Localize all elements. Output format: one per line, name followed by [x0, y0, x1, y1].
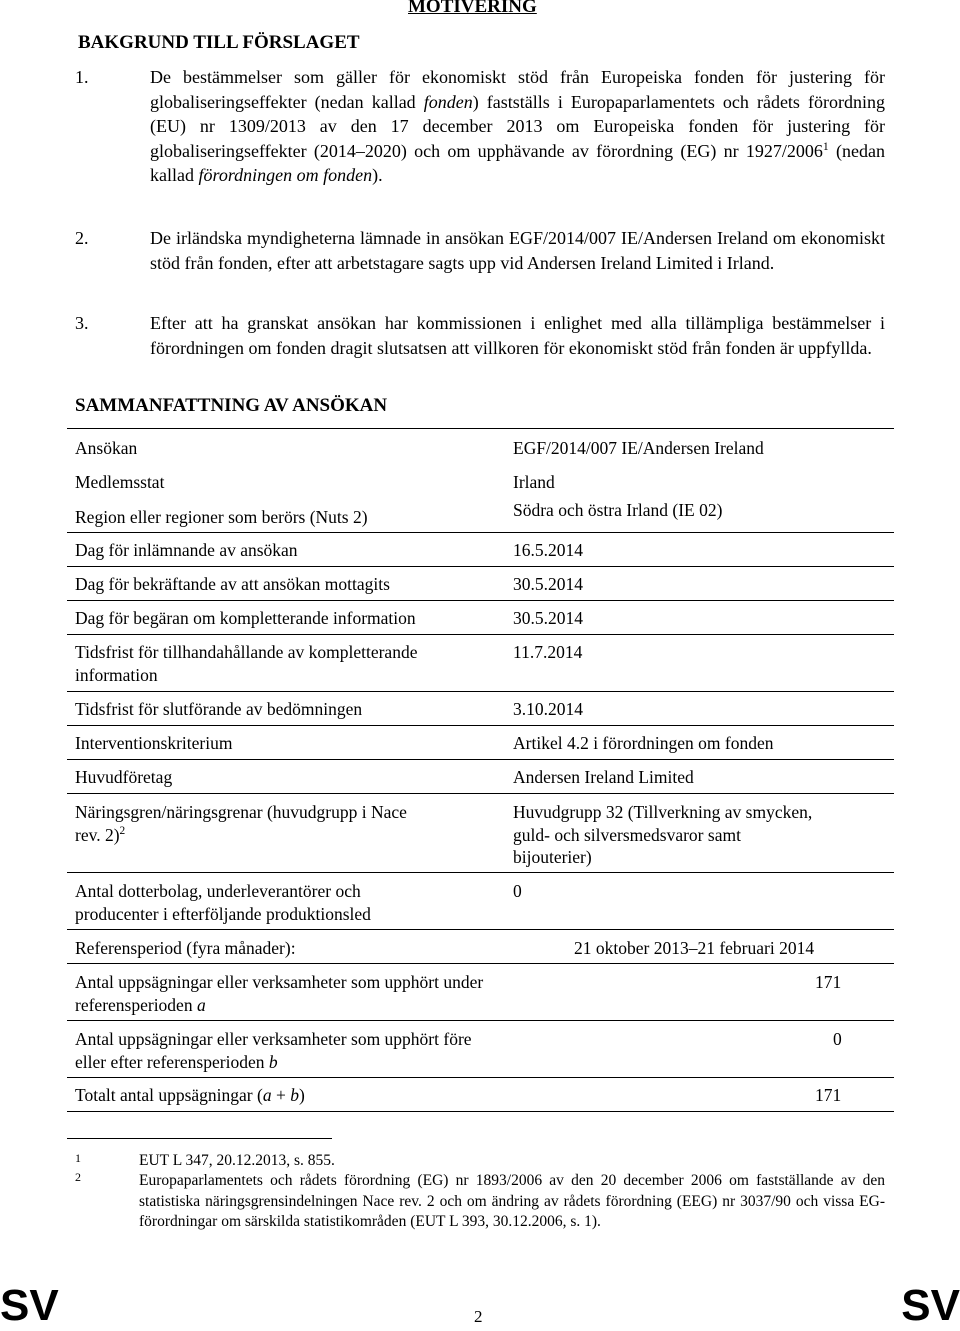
- row-label: Tidsfrist för tillhandahållande av kompletterande information: [75, 642, 418, 685]
- footnote-ref-2[interactable]: 2: [119, 824, 126, 837]
- row-label: Huvudföretag: [75, 767, 173, 787]
- table-rule: [67, 532, 894, 533]
- reference-label: Referensperiod (fyra månader):: [75, 938, 296, 958]
- paragraph-number: 2.: [75, 228, 89, 248]
- paragraph-text: De bestämmelser som gäller för ekonomiskt stöd från Europeiska fonden för justering för globaliseringseffekter (nedan kallad fonden) fastställs i Europaparlamentets och rådets förordning (EU) nr 1309/2013 av den 17 december 2013 om Europeiska fonden för justering för globaliseringseffekter (2014–2020) och om upphävande av förordning (EG) nr 1927/2006$^1$ (nedan kallad förordningen om fonden).: [150, 67, 885, 186]
- table-rule: [67, 793, 894, 794]
- table-rule: [67, 634, 894, 635]
- row-value: 30.5.2014: [513, 608, 583, 628]
- row-value: Artikel 4.2 i förordningen om fonden: [513, 733, 774, 753]
- paragraph-3: [75, 311, 885, 360]
- section-title-motivering: MOTIVERING: [408, 0, 537, 17]
- paragraph-text: De irländska myndigheterna lämnade in ansökan EGF/2014/007 IE/Andersen Ireland om ekonomiskt stöd från fonden, efter att arbetstagare sagts upp vid Andersen Ireland Limited i Irland.: [150, 228, 885, 273]
- row-value: 16.5.2014: [513, 540, 583, 560]
- table-rule: [67, 759, 894, 760]
- language-code-left: SV: [0, 1281, 59, 1330]
- footnote-number: 2: [75, 1170, 81, 1184]
- row-value: 11.7.2014: [513, 642, 583, 662]
- row-label: Region eller regioner som berörs (Nuts 2): [75, 507, 368, 527]
- row-value: Irland: [513, 472, 555, 492]
- row-label: Ansökan: [75, 438, 138, 458]
- row-label: Dag för inlämnande av ansökan: [75, 540, 298, 560]
- dismissals-a-value: 171: [815, 972, 842, 992]
- footnote-separator: [67, 1138, 332, 1139]
- paragraph-number: 3.: [75, 313, 89, 333]
- table-rule: [67, 929, 894, 930]
- row-value: 0: [513, 881, 522, 901]
- reference-value: 21 oktober 2013–21 februari 2014: [574, 938, 815, 958]
- table-rule: [67, 1020, 894, 1021]
- row-label: Medlemsstat: [75, 472, 165, 492]
- footnote-number: 1: [75, 1151, 81, 1165]
- table-rule: [67, 725, 894, 726]
- paragraph-number: 1.: [75, 67, 89, 87]
- paragraph-1: [75, 65, 885, 188]
- row-label: Tidsfrist för slutförande av bedömningen: [75, 699, 363, 719]
- table-rule: [67, 872, 894, 873]
- row-value: Andersen Ireland Limited: [513, 767, 694, 787]
- row-label: Dag för begäran om kompletterande information: [75, 608, 416, 628]
- row-label: Näringsgren/näringsgrenar (huvudgrupp i Nace rev. 2)$^2$: [75, 802, 407, 845]
- footnote-1: EUT L 347, 20.12.2013, s. 855.: [139, 1152, 335, 1169]
- total-label: Totalt antal uppsägningar (a + b): [75, 1085, 305, 1105]
- paragraph-text: Efter att ha granskat ansökan har kommissionen i enlighet med alla tillämpliga bestämmelser i förordningen om fonden dragit slutsatsen att villkoren för ekonomiskt stöd från fonden är uppfyllda.: [150, 313, 885, 358]
- summary-heading: SAMMANFATTNING AV ANSÖKAN: [75, 395, 388, 416]
- page-number: 2: [474, 1307, 483, 1326]
- row-label: Antal dotterbolag, underleverantörer och producenter i efterföljande produktionsled: [75, 881, 371, 924]
- table-rule: [67, 963, 894, 964]
- row-value: EGF/2014/007 IE/Andersen Ireland: [513, 438, 764, 458]
- row-value: 30.5.2014: [513, 574, 583, 594]
- footnote-ref-1[interactable]: 1: [822, 139, 829, 153]
- total-value: 171: [815, 1085, 842, 1105]
- dismissals-a-label: Antal uppsägningar eller verksamheter som upphört under referensperioden a: [75, 972, 484, 1015]
- table-rule: [67, 691, 894, 692]
- paragraph-2: [75, 226, 885, 275]
- row-value: 3.10.2014: [513, 699, 583, 719]
- table-rule: [67, 428, 894, 429]
- dismissals-b-value: 0: [833, 1029, 842, 1049]
- table-rule: [67, 600, 894, 601]
- footnote-2: Europaparlamentets och rådets förordning (EG) nr 1893/2006 av den 20 december 2006 om fastställande av den statistiska näringsgrensindelningen Nace rev. 2 och om ändring av rådets förordning (EEG) nr 3037/90 och vissa EG-förordningar om särskilda statistikområden (EUT L 393, 30.12.2006, s. 1).: [139, 1172, 885, 1230]
- dismissals-b-label: Antal uppsägningar eller verksamheter som upphört före eller efter referensperioden b: [75, 1029, 472, 1072]
- row-value: Huvudgrupp 32 (Tillverkning av smycken, guld- och silversmedsvaror samt bijouterier): [513, 802, 813, 867]
- row-label: Interventionskriterium: [75, 733, 233, 753]
- row-value: Södra och östra Irland (IE 02): [513, 500, 723, 520]
- table-rule: [67, 1077, 894, 1078]
- language-code-right: SV: [901, 1281, 960, 1330]
- table-rule: [67, 1111, 894, 1112]
- section-heading-bakgrund: BAKGRUND TILL FÖRSLAGET: [78, 32, 360, 53]
- table-rule: [67, 566, 894, 567]
- row-label: Dag för bekräftande av att ansökan mottagits: [75, 574, 390, 594]
